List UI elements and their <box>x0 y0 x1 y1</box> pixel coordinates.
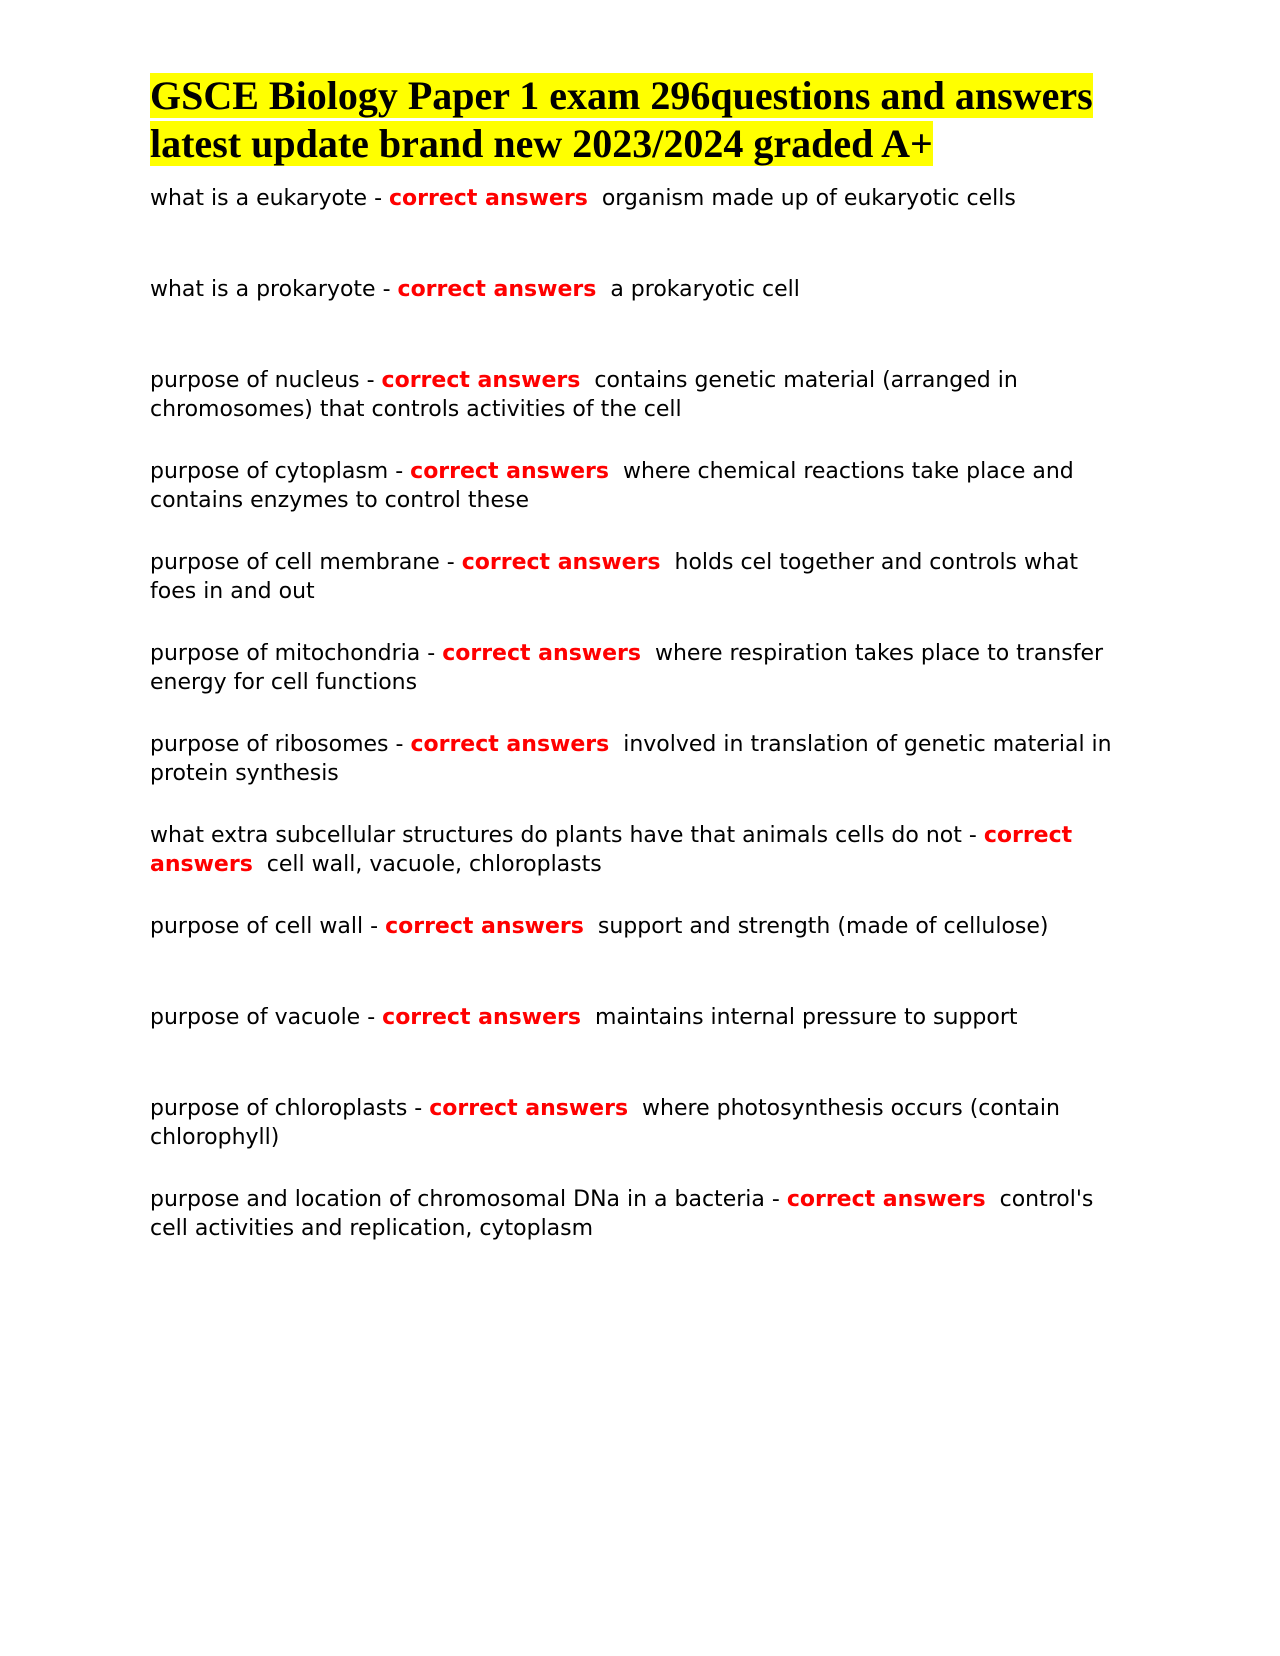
answer-text: holds cel together and controls what foes in and out <box>150 550 1079 604</box>
answer-label: correct answers <box>397 277 597 302</box>
answer-label: correct answers <box>150 823 1073 877</box>
answer-label: correct answers <box>429 1096 629 1121</box>
document-title <box>150 72 1130 168</box>
qa-item <box>150 275 1130 333</box>
qa-item <box>150 366 1130 424</box>
separator: - <box>764 1187 787 1212</box>
answer-label: correct answers <box>461 550 661 575</box>
qa-item <box>150 548 1130 606</box>
question-text: purpose of cytoplasm <box>150 459 389 484</box>
qa-item <box>150 821 1130 879</box>
separator: - <box>367 186 390 211</box>
answer-text: control's cell activities and replication, cytoplasm <box>150 1187 1094 1241</box>
answer-text: a prokaryotic cell <box>610 277 800 302</box>
question-text: purpose of vacuole <box>150 1005 361 1030</box>
answer-text: where chemical reactions take place and contains enzymes to control these <box>150 459 1074 513</box>
qa-item <box>150 730 1130 788</box>
qa-item <box>150 1185 1130 1243</box>
question-text: purpose of nucleus <box>150 368 360 393</box>
answer-text: where respiration takes place to transfer energy for cell functions <box>150 641 1104 695</box>
qa-item <box>150 457 1130 515</box>
qa-item <box>150 1094 1130 1152</box>
answer-label: correct answers <box>381 368 581 393</box>
qa-item <box>150 184 1130 242</box>
question-text: purpose of chloroplasts <box>150 1096 408 1121</box>
answer-text: organism made up of eukaryotic cells <box>601 186 1016 211</box>
separator: - <box>388 732 411 757</box>
separator: - <box>407 1096 430 1121</box>
answer-label: correct answers <box>410 459 609 484</box>
separator: - <box>961 823 984 848</box>
qa-item <box>150 912 1130 970</box>
question-text: purpose of cell wall <box>150 914 364 939</box>
qa-item <box>150 1003 1130 1061</box>
question-text: purpose of ribosomes <box>150 732 389 757</box>
answer-text: involved in translation of genetic material in protein synthesis <box>150 732 1112 786</box>
answer-label: correct answers <box>382 1005 581 1030</box>
answer-text: where photosynthesis occurs (contain chlorophyll) <box>150 1096 1060 1150</box>
question-text: what extra subcellular structures do plants have that animals cells do not <box>150 823 962 848</box>
separator: - <box>363 914 386 939</box>
answer-label: correct answers <box>410 732 610 757</box>
separator: - <box>375 277 398 302</box>
answer-text: maintains internal pressure to support <box>594 1005 1018 1030</box>
answer-label: correct answers <box>442 641 641 666</box>
question-text: purpose of cell membrane <box>150 550 440 575</box>
qa-list <box>150 184 1130 1243</box>
document-page <box>150 72 1130 1276</box>
separator: - <box>420 641 443 666</box>
answer-label: correct answers <box>389 186 588 211</box>
answer-label: correct answers <box>786 1187 986 1212</box>
question-text: what is a eukaryote <box>150 186 368 211</box>
question-text: purpose of mitochondria <box>150 641 421 666</box>
separator: - <box>439 550 462 575</box>
separator: - <box>388 459 411 484</box>
answer-text: support and strength (made of cellulose) <box>597 914 1049 939</box>
answer-label: correct answers <box>385 914 584 939</box>
document-title-text: GSCE Biology Paper 1 exam 296questions and answers latest update brand new 2023/2024 graded A+ <box>150 73 1093 166</box>
answer-text: contains genetic material (arranged in chromosomes) that controls activities of the cell <box>150 368 1018 422</box>
separator: - <box>360 1005 383 1030</box>
question-text: purpose and location of chromosomal DNa in a bacteria <box>150 1187 765 1212</box>
question-text: what is a prokaryote <box>150 277 376 302</box>
qa-item <box>150 639 1130 697</box>
separator: - <box>359 368 382 393</box>
answer-text: cell wall, vacuole, chloroplasts <box>266 852 602 877</box>
